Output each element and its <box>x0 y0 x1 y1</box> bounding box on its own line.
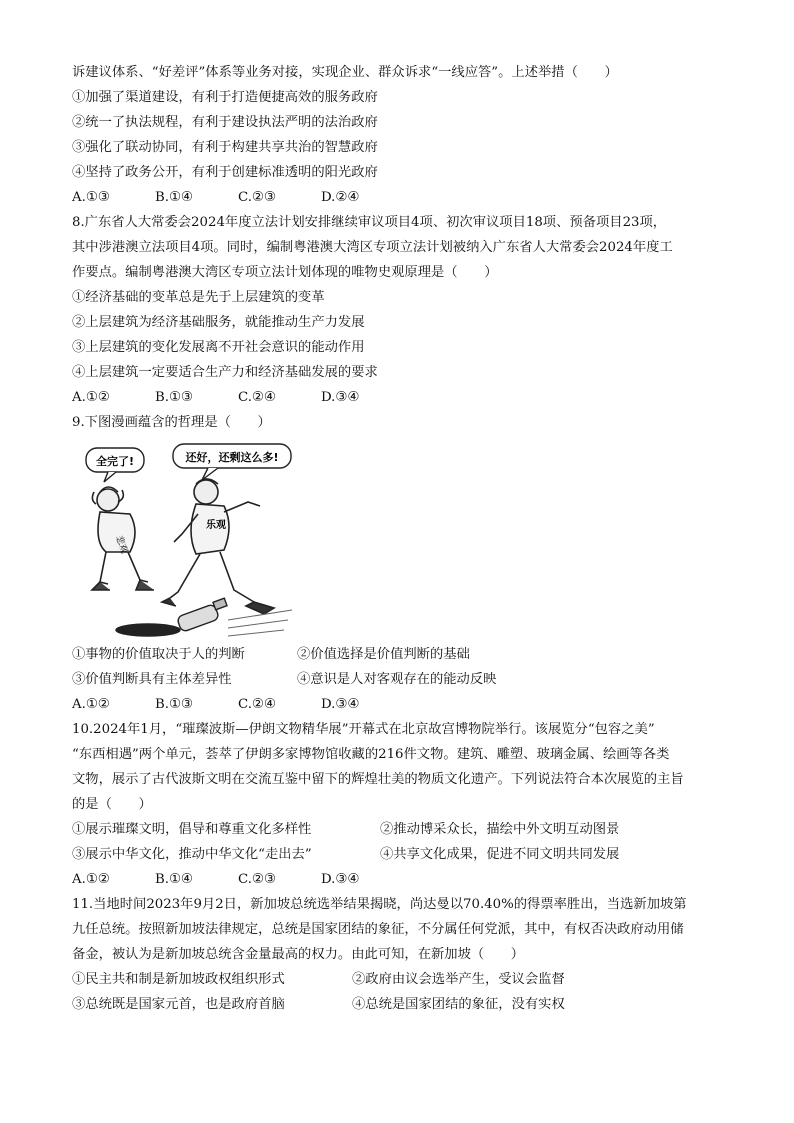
q7-stem-tail: 诉建议体系、“好差评”体系等业务对接，实现企业、群众诉求“一线应答”。上述举措（ ） <box>72 65 618 80</box>
q10-item-3: ③展示中华文化，推动中华文化“走出去” <box>72 847 312 862</box>
q10-stem-line-1: 10.2024年1月，“璀璨波斯—伊朗文物精华展”开幕式在北京故宫博物院举行。该展览分“包容之美” <box>72 722 655 737</box>
q8-item-2: ②上层建筑为经济基础服务，就能推动生产力发展 <box>72 315 365 330</box>
q9-item-3: ③价值判断具有主体差异性 <box>72 672 232 687</box>
q10-choice-b: B.①④ <box>155 872 193 887</box>
q8-stem-line-2: 其中涉港澳立法项目4项。同时，编制粤港澳大湾区专项立法计划被纳入广东省人大常委会2024年度工 <box>72 240 673 255</box>
q10-item-2: ②推动博采众长，描绘中外文明互动图景 <box>380 822 620 837</box>
motion-lines <box>228 610 292 636</box>
q7-item-2: ②统一了执法规程，有利于建设执法严明的法治政府 <box>72 115 378 130</box>
q10-stem-line-2: “东西相遇”两个单元，荟萃了伊朗多家博物馆收藏的216件文物。建筑、雕塑、玻璃金属、绘画等各类 <box>72 747 670 762</box>
q7-choice-c: C.②③ <box>238 190 276 205</box>
q9-choice-a: A.①② <box>72 697 110 712</box>
q10-stem-line-3: 文物，展示了古代波斯文明在交流互鉴中留下的辉煌壮美的物质文化遗产。下列说法符合本次展览的主旨 <box>72 772 684 787</box>
q9-item-2: ②价值选择是价值判断的基础 <box>297 647 470 662</box>
q8-stem-line-3: 作要点。编制粤港澳大湾区专项立法计划体现的唯物史观原理是（ ） <box>72 265 498 280</box>
q7-choice-b: B.①④ <box>155 190 193 205</box>
q9-choice-d: D.③④ <box>321 697 360 712</box>
q11-stem-line-1: 11.当地时间2023年9月2日，新加坡总统选举结果揭晓，尚达曼以70.40%的得票率胜出，当选新加坡第 <box>72 897 687 912</box>
q9-item-1: ①事物的价值取决于人的判断 <box>72 647 245 662</box>
q8-choice-c: C.②④ <box>238 390 276 405</box>
q7-choice-a: A.①③ <box>72 190 110 205</box>
left-bubble-tail <box>104 472 116 482</box>
q11-item-4: ④总统是国家团结的象征，没有实权 <box>352 997 565 1012</box>
right-bubble-text: 还好，还剩这么多! <box>185 451 279 464</box>
optimist-shirt-label: 乐观 <box>206 520 226 531</box>
q8-item-3: ③上层建筑的变化发展离不开社会意识的能动作用 <box>72 340 365 355</box>
optimist-figure <box>162 479 274 614</box>
q11-item-2: ②政府由议会选举产生，受议会监督 <box>352 972 565 987</box>
q7-choice-d: D.②④ <box>321 190 360 205</box>
q9-choice-c: C.②④ <box>238 697 276 712</box>
q7-item-3: ③强化了联动协同，有利于构建共享共治的智慧政府 <box>72 140 378 155</box>
q10-choice-d: D.③④ <box>321 872 360 887</box>
q7-item-4: ④坚持了政务公开，有利于创建标准透明的阳光政府 <box>72 165 378 180</box>
q11-item-3: ③总统既是国家元首，也是政府首脑 <box>72 997 285 1012</box>
q10-item-1: ①展示璀璨文明，倡导和尊重文化多样性 <box>72 822 312 837</box>
q10-choice-c: C.②③ <box>238 872 276 887</box>
q9-stem: 9.下图漫画蕴含的哲理是（ ） <box>72 415 271 430</box>
q11-stem-line-3: 备金，被认为是新加坡总统含金量最高的权力。由此可知，在新加坡（ ） <box>72 947 525 962</box>
q9-item-4: ④意识是人对客观存在的能动反映 <box>297 672 497 687</box>
q8-stem-line-1: 8.广东省人大常委会2024年度立法计划安排继续审议项目4项、初次审议项目18项、预备项目23项， <box>72 215 667 230</box>
pessimist-shirt-label: 悲观 <box>113 534 129 555</box>
q8-choice-a: A.①② <box>72 390 110 405</box>
optimism-pessimism-comic <box>78 442 298 642</box>
q8-item-4: ④上层建筑一定要适合生产力和经济基础发展的要求 <box>72 365 378 380</box>
q8-item-1: ①经济基础的变革总是先于上层建筑的变革 <box>72 290 325 305</box>
q8-choice-d: D.③④ <box>321 390 360 405</box>
q8-choice-b: B.①③ <box>155 390 193 405</box>
left-bubble-text: 全完了! <box>95 455 135 468</box>
q9-choice-b: B.①③ <box>155 697 193 712</box>
q10-choice-a: A.①② <box>72 872 110 887</box>
right-bubble-tail <box>202 468 218 480</box>
q10-item-4: ④共享文化成果，促进不同文明共同发展 <box>380 847 620 862</box>
q11-stem-line-2: 九任总统。按照新加坡法律规定，总统是国家团结的象征，不分属任何党派，其中，有权否决政府动用储 <box>72 922 684 937</box>
q10-stem-line-4: 的是（ ） <box>72 797 152 812</box>
q11-item-1: ①民主共和制是新加坡政权组织形式 <box>72 972 285 987</box>
q7-item-1: ①加强了渠道建设，有利于打造便捷高效的服务政府 <box>72 90 378 105</box>
